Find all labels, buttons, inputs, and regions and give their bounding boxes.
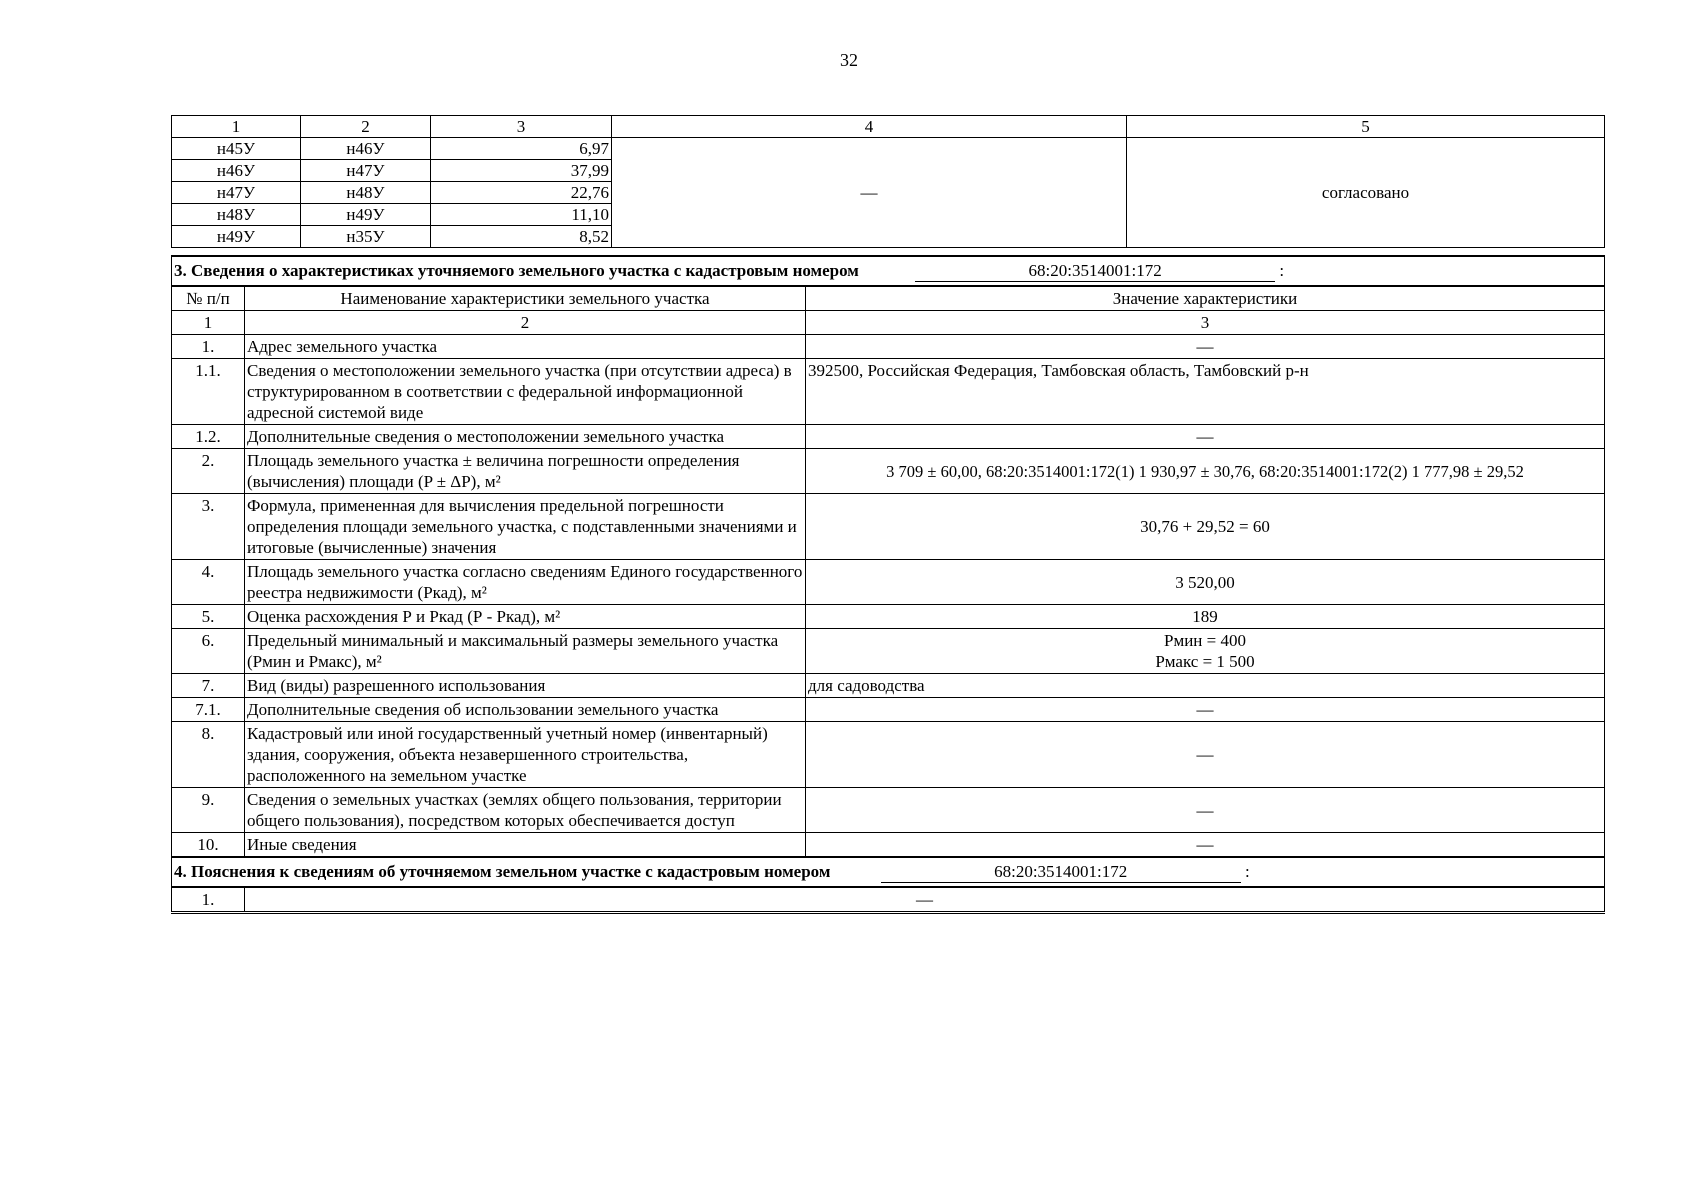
distance: 6,97 — [431, 138, 612, 160]
row-value: 3 709 ± 60,00, 68:20:3514001:172(1) 1 930,97 ± 30,76, 68:20:3514001:172(2) 1 777,98 ± 29,52 — [806, 449, 1605, 494]
row-name: Оценка расхождения Р и Ркад (Р - Ркад), м² — [245, 605, 806, 629]
col-header: 4 — [612, 116, 1127, 138]
row-value: — — [806, 425, 1605, 449]
row-value: 30,76 + 29,52 = 60 — [806, 494, 1605, 560]
row-value: — — [806, 722, 1605, 788]
table-row — [172, 698, 1605, 722]
row-num: 1.1. — [172, 359, 245, 425]
table-row — [172, 833, 1605, 858]
section4-header-row — [172, 857, 1605, 887]
table-row — [172, 425, 1605, 449]
col-header: 1 — [172, 116, 301, 138]
col-header: 3 — [431, 116, 612, 138]
col-header: 5 — [1127, 116, 1605, 138]
table-row — [172, 359, 1605, 425]
col-header-name: Наименование характеристики земельного участка — [245, 286, 806, 311]
row-name: Адрес земельного участка — [245, 335, 806, 359]
section3-title-cell — [172, 256, 1605, 286]
row-num: 3. — [172, 494, 245, 560]
table-row — [172, 494, 1605, 560]
section4-suffix: : — [1244, 862, 1250, 881]
row-name: Кадастровый или иной государственный учетный номер (инвентарный) здания, сооружения, объекта незавершенного строительства, расположенного на земельном участке — [245, 722, 806, 788]
section4-title-cell — [172, 857, 1605, 887]
row-name: Сведения о земельных участках (землях общего пользования, территории общего пользования), посредством которых обеспечивается доступ — [245, 788, 806, 833]
col4-value: — — [612, 138, 1127, 248]
row-num: 10. — [172, 833, 245, 858]
row-value: 3 520,00 — [806, 560, 1605, 605]
row-num: 1. — [172, 335, 245, 359]
row-value-range — [806, 629, 1605, 674]
row-num: 9. — [172, 788, 245, 833]
table-row — [172, 788, 1605, 833]
table-row — [172, 887, 1605, 913]
table-row — [172, 605, 1605, 629]
row-value: — — [806, 335, 1605, 359]
row-name: Сведения о местоположении земельного участка (при отсутствии адреса) в структурированном в соответствии с федеральной информационной адресной системой виде — [245, 359, 806, 425]
table-row — [172, 560, 1605, 605]
point-from: н48У — [172, 204, 301, 226]
max-size: Рмакс = 1 500 — [1155, 652, 1255, 671]
section3-suffix: : — [1279, 261, 1285, 280]
point-to: н35У — [301, 226, 431, 248]
row-name: Площадь земельного участка ± величина погрешности определения (вычисления) площади (P ± ΔP), м² — [245, 449, 806, 494]
row-num: 7. — [172, 674, 245, 698]
row-value: для садоводства — [806, 674, 1605, 698]
section3-cadastral-number: 68:20:3514001:172 — [915, 260, 1275, 282]
distance: 11,10 — [431, 204, 612, 226]
min-size: Рмин = 400 — [1164, 631, 1246, 650]
row-name: Дополнительные сведения о местоположении земельного участка — [245, 425, 806, 449]
distance: 8,52 — [431, 226, 612, 248]
row-value: — — [806, 833, 1605, 858]
row-value: — — [806, 698, 1605, 722]
row-name: Формула, примененная для вычисления предельной погрешности определения площади земельного участка, с подставленными значениями и итоговые (вычисленные) значения — [245, 494, 806, 560]
row-num: 1.2. — [172, 425, 245, 449]
point-to: н48У — [301, 182, 431, 204]
row-num: 1. — [172, 887, 245, 913]
col-header: 2 — [301, 116, 431, 138]
table-row — [172, 335, 1605, 359]
characteristics-table — [171, 255, 1605, 914]
table-row — [172, 722, 1605, 788]
point-to: н49У — [301, 204, 431, 226]
point-to: н46У — [301, 138, 431, 160]
row-value: — — [806, 788, 1605, 833]
row-value: 189 — [806, 605, 1605, 629]
section4-cadastral-number: 68:20:3514001:172 — [881, 861, 1241, 883]
row-num: 7.1. — [172, 698, 245, 722]
col-number: 3 — [806, 311, 1605, 335]
section3-title: 3. Сведения о характеристиках уточняемого земельного участка с кадастровым номером — [174, 261, 859, 280]
page-number: 32 — [840, 50, 858, 70]
row-name: Предельный минимальный и максимальный размеры земельного участка (Рмин и Рмакс), м² — [245, 629, 806, 674]
col-number: 2 — [245, 311, 806, 335]
table-row — [172, 629, 1605, 674]
table-header-row — [172, 116, 1605, 138]
distance: 37,99 — [431, 160, 612, 182]
col-header-value: Значение характеристики — [806, 286, 1605, 311]
table-row — [172, 674, 1605, 698]
row-value: — — [245, 887, 1605, 913]
row-value: 392500, Российская Федерация, Тамбовская область, Тамбовский р-н — [806, 359, 1605, 425]
row-num: 6. — [172, 629, 245, 674]
point-to: н47У — [301, 160, 431, 182]
row-num: 8. — [172, 722, 245, 788]
point-from: н49У — [172, 226, 301, 248]
boundary-table — [171, 115, 1605, 248]
row-name: Дополнительные сведения об использовании земельного участка — [245, 698, 806, 722]
row-num: 5. — [172, 605, 245, 629]
table-row — [172, 138, 1605, 160]
col5-value: согласовано — [1127, 138, 1605, 248]
row-num: 2. — [172, 449, 245, 494]
table-header-row — [172, 286, 1605, 311]
table-row — [172, 449, 1605, 494]
distance: 22,76 — [431, 182, 612, 204]
col-header-num: № п/п — [172, 286, 245, 311]
section4-title: 4. Пояснения к сведениям об уточняемом земельном участке с кадастровым номером — [174, 862, 831, 881]
row-name: Иные сведения — [245, 833, 806, 858]
row-name: Площадь земельного участка согласно сведениям Единого государственного реестра недвижимости (Ркад), м² — [245, 560, 806, 605]
section3-header-row — [172, 256, 1605, 286]
point-from: н47У — [172, 182, 301, 204]
point-from: н46У — [172, 160, 301, 182]
row-num: 4. — [172, 560, 245, 605]
table-number-row — [172, 311, 1605, 335]
col-number: 1 — [172, 311, 245, 335]
point-from: н45У — [172, 138, 301, 160]
row-name: Вид (виды) разрешенного использования — [245, 674, 806, 698]
